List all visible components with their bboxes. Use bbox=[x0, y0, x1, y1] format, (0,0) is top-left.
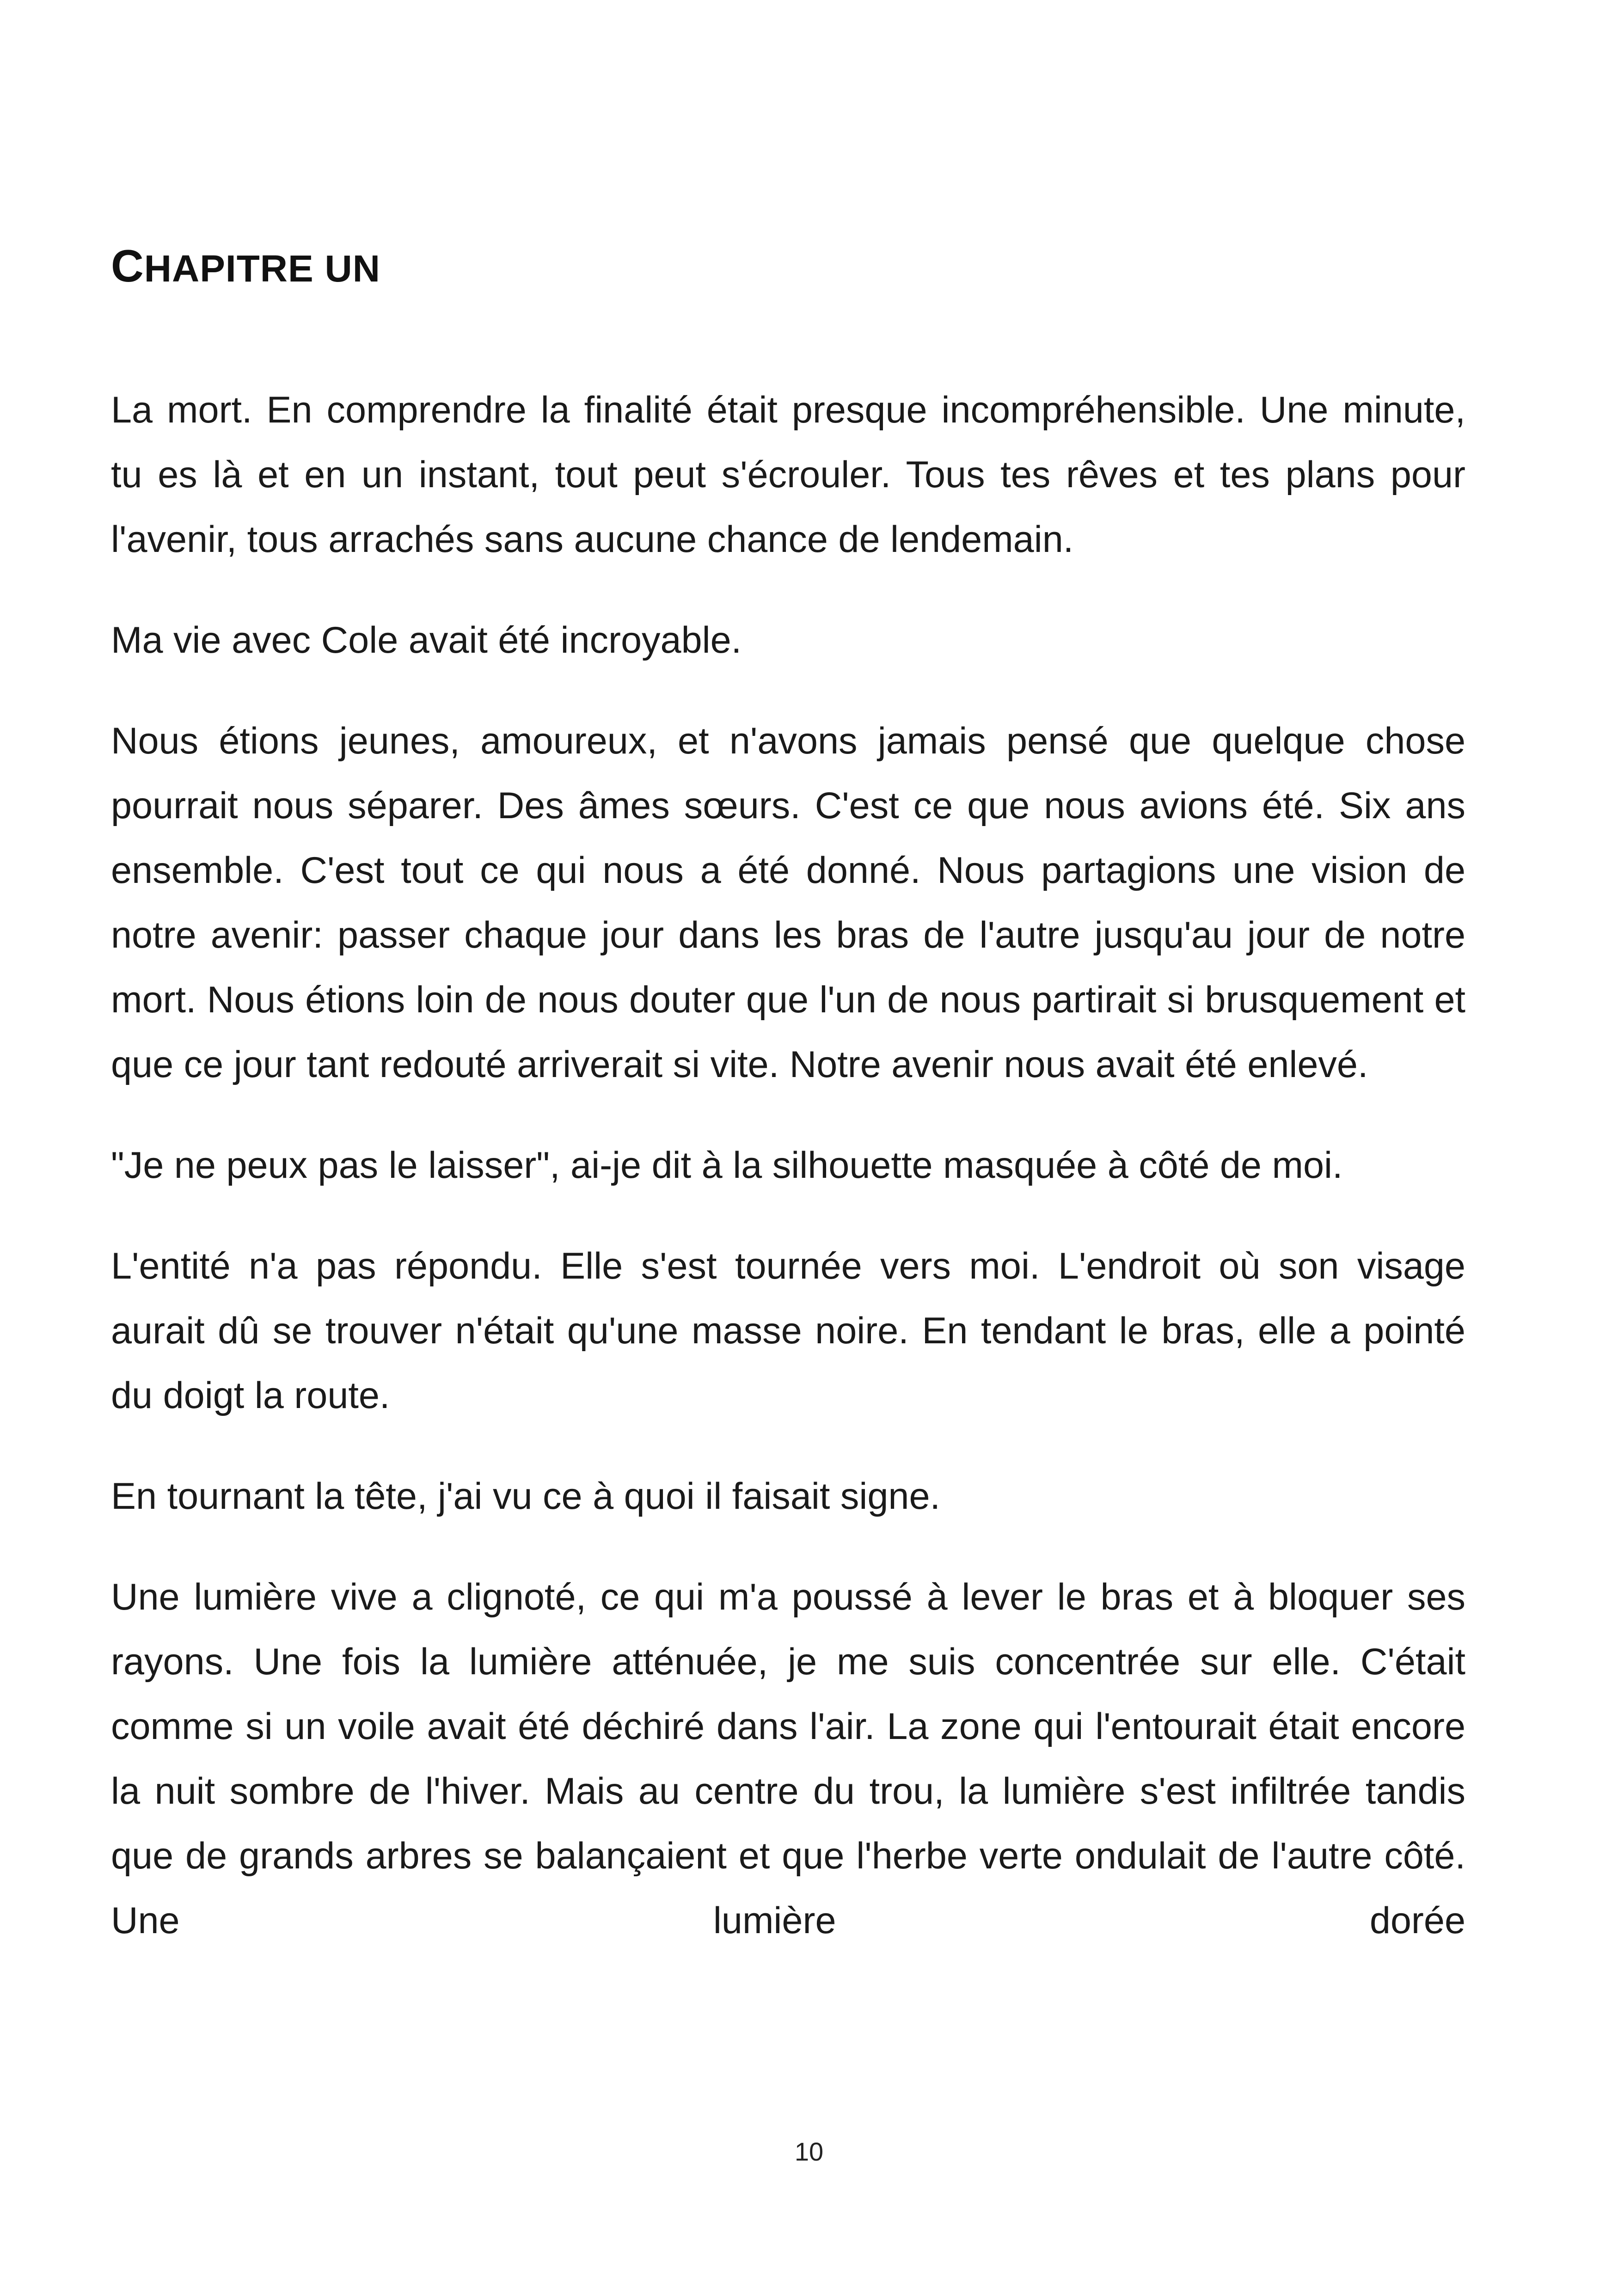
paragraph: Nous étions jeunes, amoureux, et n'avons jamais pensé que quelque chose pourrait nous séparer. Des âmes sœurs. C'est ce que nous avions été. Six ans ensemble. C'est tout ce qui nous a été donné. Nous partagions une vision de notre avenir: passer chaque jour dans les bras de l'autre jusqu'au jour de notre mort. Nous étions loin de nous douter que l'un de nous partirait si brusquement et que ce jour tant redouté arriverait si vite. Notre avenir nous avait été enlevé. bbox=[111, 720, 1465, 1085]
paragraph: L'entité n'a pas répondu. Elle s'est tournée vers moi. L'endroit où son visage aurait dû se trouver n'était qu'une masse noire. En tendant le bras, elle a pointé du doigt la route. bbox=[111, 1245, 1465, 1416]
chapter-title bbox=[111, 240, 1465, 294]
chapter-title-initial: C bbox=[111, 240, 144, 291]
chapter-title-rest: HAPITRE UN bbox=[144, 248, 380, 290]
paragraph: "Je ne peux pas le laisser", ai-je dit à la silhouette masquée à côté de moi. bbox=[111, 1145, 1343, 1186]
paragraph: La mort. En comprendre la finalité était presque incompréhensible. Une minute, tu es là et en un instant, tout peut s'écrouler. Tous tes rêves et tes plans pour l'avenir, tous arrachés sans aucune chance de lendemain. bbox=[111, 389, 1465, 560]
paragraph: En tournant la tête, j'ai vu ce à quoi il faisait signe. bbox=[111, 1476, 941, 1517]
paragraph: Une lumière vive a clignoté, ce qui m'a poussé à lever le bras et à bloquer ses rayons. Une fois la lumière atténuée, je me suis concentrée sur elle. C'était comme si un voile avait été déchiré dans l'air. La zone qui l'entourait était encore la nuit sombre de l'hiver. Mais au centre du trou, la lumière s'est infiltrée tandis que de grands arbres se balançaient et que l'herbe verte ondulait de l'autre côté. Une lumière dorée bbox=[111, 1576, 1465, 1941]
page-content bbox=[111, 240, 1465, 1989]
page-number: 10 bbox=[794, 2137, 824, 2166]
paragraph: Ma vie avec Cole avait été incroyable. bbox=[111, 619, 742, 661]
